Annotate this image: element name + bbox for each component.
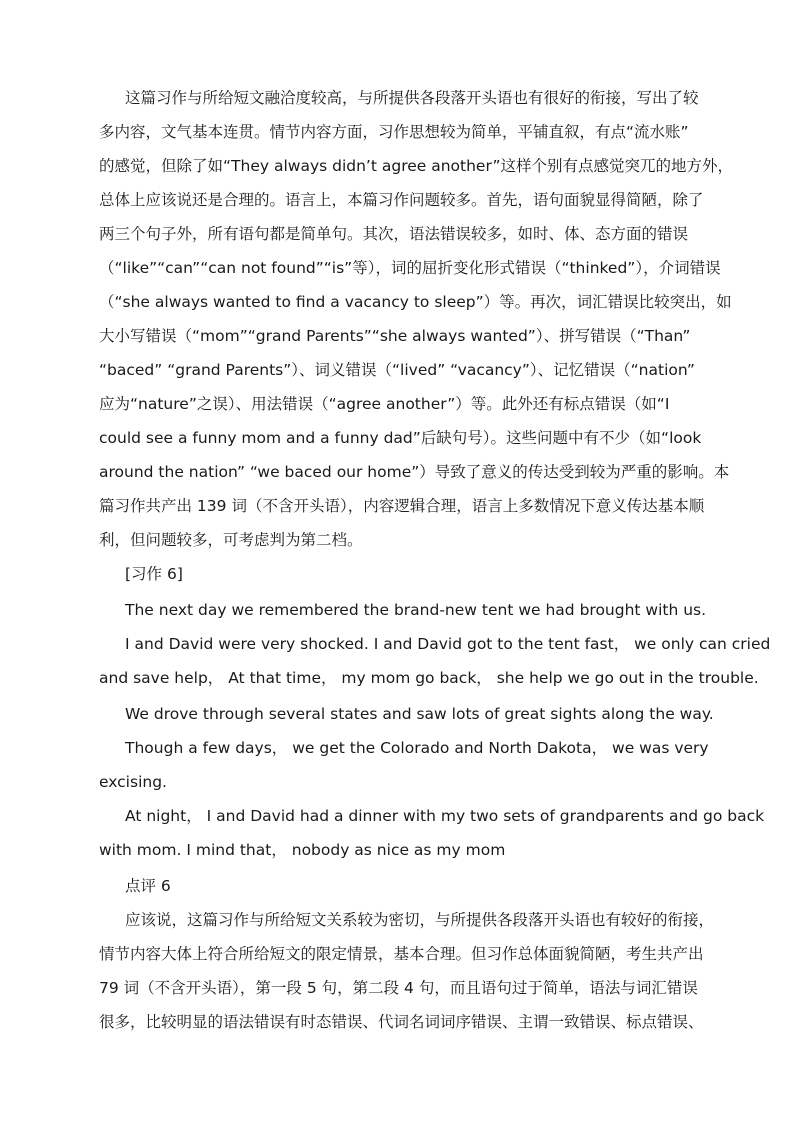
text-line: （“she always wanted to find a vacancy to sleep”）等。再次，词汇错误比较突出，如 [99, 293, 732, 311]
text-line: 多内容，文气基本连贯。情节内容方面，习作思想较为简单，平铺直叙，有点“流水账” [99, 123, 689, 141]
text-line: around the nation” “we baced our home”）导致了意义的传达受到较为严重的影响。本 [99, 463, 730, 481]
essay-line: excising. [99, 773, 167, 791]
essay-line: At night， I and David had a dinner with my two sets of grandparents and go back [125, 807, 765, 825]
essay-line: Though a few days， we get the Colorado and North Dakota， we was very [125, 739, 709, 757]
text-line: 两三个句子外，所有语句都是简单句。其次，语法错误较多，如时、体、态方面的错误 [99, 225, 689, 243]
text-line: 应为“nature”之误）、用法错误（“agree another”）等。此外还有标点错误（如“I [99, 395, 670, 413]
text-line: 79 词（不含开头语），第一段 5 句，第二段 4 句，而且语句过于简单，语法与词汇错误 [99, 979, 698, 997]
review-heading: 点评 6 [125, 877, 171, 895]
essay-line: I and David were very shocked. I and David got to the tent fast， we only can cried [125, 635, 771, 653]
essay-line: and save help， At that time， my mom go back， she help we go out in the trouble. [99, 669, 759, 687]
text-line: “baced” “grand Parents”）、词义错误（“lived” “vacancy”）、记忆错误（“nation” [99, 361, 695, 379]
text-line: （“like”“can”“can not found”“is”等），词的屈折变化形式错误（“thinked”），介词错误 [99, 259, 721, 277]
text-line: 情节内容大体上符合所给短文的限定情景，基本合理。但习作总体面貌简陋，考生共产出 [99, 945, 704, 963]
text-line: 总体上应该说还是合理的。语言上，本篇习作问题较多。首先，语句面貌显得简陋，除了 [99, 191, 704, 209]
text-line: 的感觉，但除了如“They always didn’t agree another”这样个别有点感觉突兀的地方外， [99, 157, 734, 175]
essay-line: with mom. I mind that， nobody as nice as my mom [99, 841, 506, 859]
essay-line: We drove through several states and saw lots of great sights along the way. [125, 705, 714, 723]
essay-line: The next day we remembered the brand-new tent we had brought with us. [125, 601, 707, 619]
text-line: 应该说，这篇习作与所给短文关系较为密切，与所提供各段落开头语也有较好的衔接， [125, 911, 715, 929]
text-line: 篇习作共产出 139 词（不含开头语），内容逻辑合理，语言上多数情况下意义传达基本顺 [99, 497, 705, 515]
essay-heading: [习作 6] [125, 565, 183, 583]
text-line: 这篇习作与所给短文融洽度较高，与所提供各段落开头语也有很好的衔接，写出了较 [125, 89, 699, 107]
text-line: could see a funny mom and a funny dad”后缺句号）。这些问题中有不少（如“look [99, 429, 702, 447]
text-line: 很多，比较明显的语法错误有时态错误、代词名词词序错误、主谓一致错误、标点错误、 [99, 1013, 704, 1031]
text-line: 利，但问题较多，可考虑判为第二档。 [99, 531, 363, 549]
text-line: 大小写错误（“mom”“grand Parents”“she always wanted”）、拼写错误（“Than” [99, 327, 691, 345]
